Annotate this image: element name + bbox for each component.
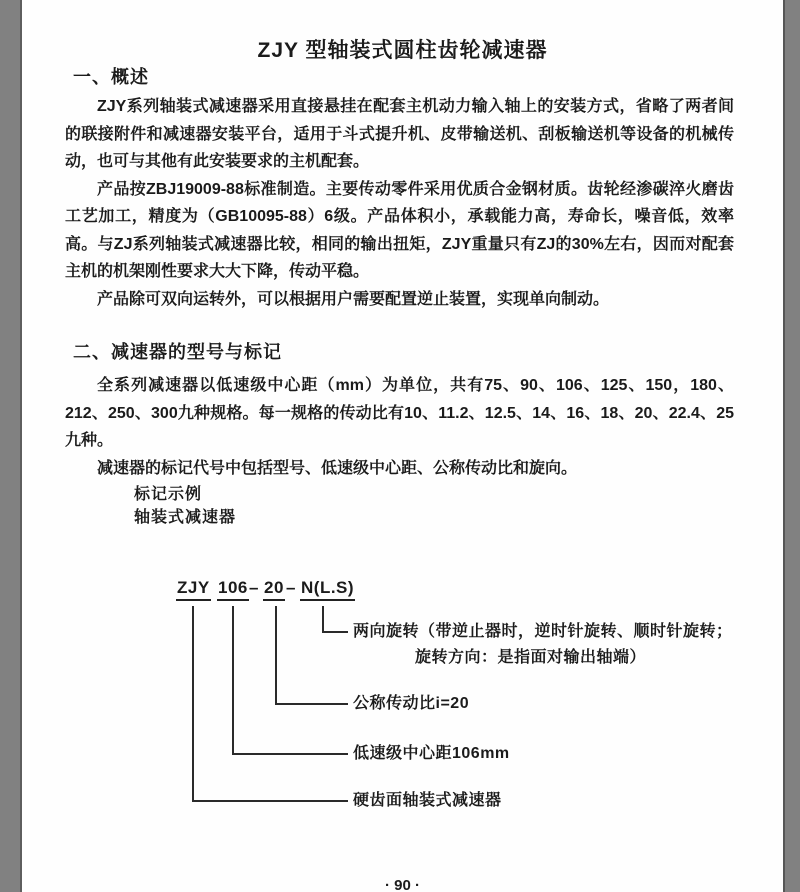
paragraph-overview-3: 产品除可双向运转外，可以根据用户需要配置逆止装置，实现单向制动。 [97,290,610,308]
section2-body [65,372,734,482]
callout-center-distance: 低速级中心距106mm [353,745,510,762]
callout-ratio: 公称传动比i=20 [353,695,470,712]
callout-rotation-line1: 两向旋转（带逆止器时，逆时针旋转、顺时针旋转； [353,623,733,640]
page-title: ZJY 型轴装式圆柱齿轮减速器 [257,39,548,63]
section1-heading: 一、概述 [73,67,149,87]
marking-example-label: 标记示例 [134,486,203,503]
model-code-center-distance: 106 [217,578,249,601]
canvas-gutter-right [785,0,800,892]
paragraph-overview-1: ZJY系列轴装式减速器采用直接悬挂在配套主机动力输入轴上的安装方式，省略了两者间的联接附件和减速器安装平台，适用于斗式提升机、皮带输送机、刮板输送机等设备的机械传动，也可与其他有此安装要求的主机配套。 [65,98,734,170]
marking-example-sublabel: 轴装式减速器 [134,509,237,526]
model-code-dash-2: – [286,578,296,597]
document-page [20,0,785,892]
canvas-gutter-left [0,0,20,892]
model-code-rotation: N(L.S) [300,578,355,601]
paragraph-model-specs: 全系列减速器以低速级中心距（mm）为单位，共有75、90、106、125、150，180、212、250、300九种规格。每一规格的传动比有10、11.2、12.5、14、16、18、20、22.4、25九种。 [65,377,734,449]
paragraph-overview-2: 产品按ZBJ19009-88标准制造。主要传动零件采用优质合金钢材质。齿轮经渗碳淬火磨齿工艺加工，精度为（GB10095-88）6级。产品体积小，承载能力高，寿命长，噪音低，效率高。与ZJ系列轴装式减速器比较，相同的输出扭矩，ZJY重量只有ZJ的30%左右，因而对配套主机的机架刚性要求大大下降，传动平稳。 [65,180,734,280]
leader-line-type [192,606,348,802]
section2-heading: 二、减速器的型号与标记 [73,342,282,362]
page-number: · 90 · [384,877,420,892]
section1-body [65,93,734,313]
model-code-prefix: ZJY [176,578,211,601]
paragraph-model-code: 减速器的标记代号中包括型号、低速级中心距、公称传动比和旋向。 [97,459,578,477]
callout-rotation-line2: 旋转方向：是指面对输出轴端） [415,649,647,666]
model-code-dash-1: – [249,578,259,597]
model-code-ratio: 20 [263,578,285,601]
callout-type: 硬齿面轴装式减速器 [353,792,502,809]
marking-example [134,483,236,529]
